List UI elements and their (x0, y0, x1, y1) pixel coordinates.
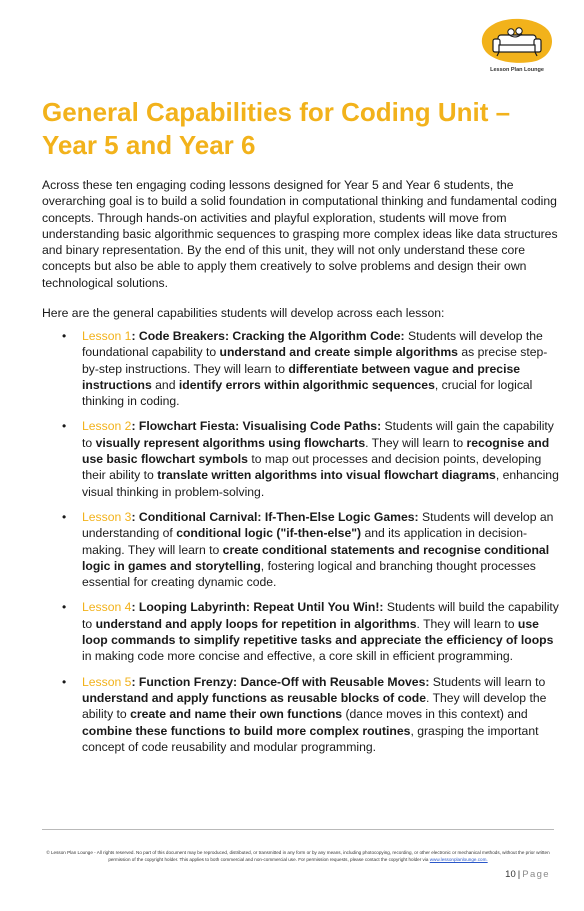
bullet-icon: • (62, 329, 67, 343)
lesson-number: Lesson 1 (82, 329, 132, 343)
lesson-text: and (151, 377, 179, 392)
lesson-emphasis: translate written algorithms into visual flowchart diagrams (157, 468, 496, 483)
title-line-1: General Capabilities for Coding Unit – (42, 97, 511, 127)
lesson-emphasis: conditional logic ("if-then-else") (176, 526, 362, 541)
lesson-text: . They will learn to (365, 435, 467, 450)
lesson-item-5 (42, 674, 562, 755)
lesson-emphasis: understand and create simple algorithms (219, 345, 458, 360)
lesson-text: (dance moves in this context) and (342, 707, 528, 722)
lesson-text: and its application in decision-making. They will learn to (82, 526, 528, 557)
sofa-logo-icon (478, 18, 556, 64)
lesson-text: Students will gain the capability to (82, 419, 554, 450)
lesson-number: Lesson 2 (82, 419, 132, 434)
lesson-emphasis: visually represent algorithms using flowcharts (95, 435, 366, 450)
lesson-text: , crucial for logical thinking in coding. (82, 377, 533, 409)
page-title (42, 96, 562, 162)
brand-logo (478, 18, 556, 80)
lesson-number: Lesson 4 (82, 600, 132, 615)
lesson-text: . They will learn to (416, 616, 518, 631)
lesson-list (42, 328, 562, 764)
page-separator: | (517, 869, 521, 880)
lead-paragraph: Here are the general capabilities students will develop across each lesson: (42, 306, 445, 320)
lesson-emphasis: understand and apply functions as reusable blocks of code (82, 690, 427, 705)
page-number (505, 869, 550, 880)
lesson-text: , fostering logical and branching thought processes essential for creating dynamic code. (82, 558, 536, 590)
lesson-item-3 (42, 509, 562, 590)
lesson-text: in making code more concise and effective, a core skill in efficient programming. (82, 649, 514, 664)
lesson-number: Lesson 5 (82, 674, 132, 689)
lesson-title: : Looping Labyrinth: Repeat Until You Win!: (131, 600, 384, 615)
lesson-emphasis: identify errors within algorithmic sequences (178, 377, 435, 392)
lesson-emphasis: understand and apply loops for repetition in algorithms (95, 616, 417, 631)
lesson-emphasis: differentiate between vague and precise instructions (82, 361, 521, 392)
footer-divider (42, 829, 554, 830)
lesson-title: : Code Breakers: Cracking the Algorithm Code: (131, 329, 405, 343)
lesson-text: Students will develop an understanding of (82, 509, 554, 541)
lesson-number: Lesson 3 (82, 509, 132, 524)
lesson-emphasis: create conditional statements and recognise conditional logic in games and storytelling (82, 542, 550, 573)
lesson-item-1 (42, 328, 562, 409)
page-number-value: 10 (505, 869, 516, 880)
lesson-text: Students will develop the foundational capability to (82, 329, 543, 360)
lesson-emphasis: create and name their own functions (130, 707, 343, 722)
copyright-notice (42, 850, 554, 863)
lesson-emphasis: use loop commands to simplify repetitive tasks and appreciate the efficiency of loops (82, 616, 554, 648)
lesson-title: : Flowchart Fiesta: Visualising Code Paths: (131, 419, 382, 434)
lesson-item-4 (42, 599, 562, 664)
intro-paragraph: Across these ten engaging coding lessons designed for Year 5 and Year 6 students, the overarching goal is to build a solid foundation in computational thinking and fundamental coding concepts. Through hands-on activities and playful exploration, students will move from understanding basic algorithmic sequences to grasping more complex ideas like data structures and binary representation. By the end of this unit, they will not only understand these core concepts but also be able to apply them creatively to solve problems and design their own technological solutions. (42, 178, 558, 290)
lesson-text: Students will learn to (429, 674, 546, 689)
lesson-text: to map out processes and decision points, developing their ability to (82, 452, 542, 483)
lesson-title: : Conditional Carnival: If-Then-Else Logic Games: (131, 509, 419, 524)
bullet-icon: • (62, 600, 67, 615)
lesson-text: . They will develop the ability to (82, 690, 547, 722)
lesson-text: as precise step-by-step instructions. They will learn to (82, 345, 548, 376)
lesson-title: : Function Frenzy: Dance-Off with Reusable Moves: (131, 674, 430, 689)
copyright-text: © Lesson Plan Lounge - All rights reserved. No part of this document may be reproduced, distributed, or transmitted in any form or by any means, including photocopying, recording, or other electronic or mechanical methods, without the prior written permission of the copyright holder. This applies to both commercial and non-commercial use. For permission requests, please contact the copyright holder via (46, 850, 550, 862)
lesson-text: , enhancing visual thinking in problem-solving. (82, 468, 559, 499)
title-line-2: Year 5 and Year 6 (42, 130, 256, 160)
bullet-icon: • (62, 509, 67, 524)
lesson-emphasis: recognise and use basic flowchart symbols (82, 435, 550, 467)
lesson-text: Students will build the capability to (82, 600, 559, 631)
lesson-item-2 (42, 418, 562, 499)
bullet-icon: • (62, 674, 67, 689)
lesson-emphasis: combine these functions to build more complex routines (82, 723, 411, 738)
lesson-text: , grasping the important concept of code reusability and modular programming. (82, 723, 539, 754)
logo-text: Lesson Plan Lounge (490, 67, 544, 73)
bullet-icon: • (62, 419, 67, 434)
website-link[interactable]: www.lessonplanlounge.com. (429, 856, 488, 862)
page-word: Page (522, 869, 550, 880)
